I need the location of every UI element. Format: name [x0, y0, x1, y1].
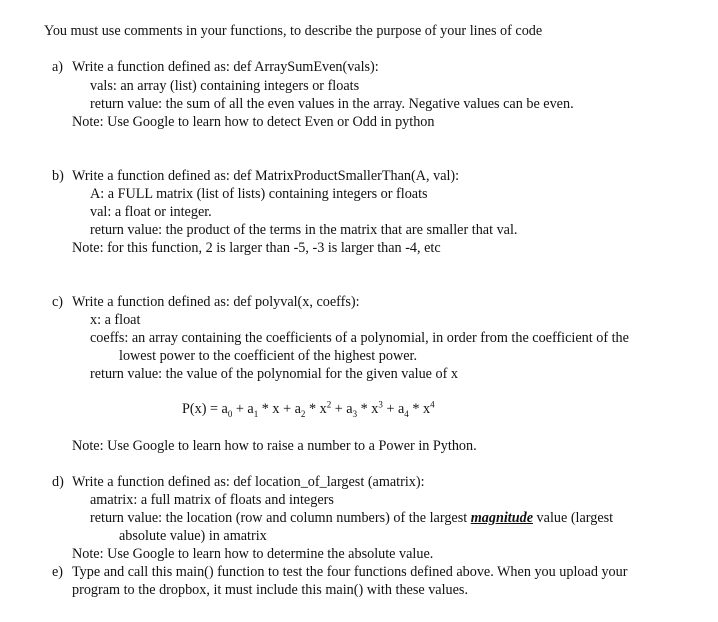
item-d-letter: d)	[52, 474, 64, 490]
item-b-line4: return value: the product of the terms in the matrix that are smaller that val.	[90, 222, 518, 238]
polynomial-equation: $P(x) = a_0 + a_1 * x + a_2 * x^2 + a_3 * x^3 + a_4 * x^4$	[182, 399, 435, 419]
item-d-line3-pre: return value: the location (row and column numbers) of the largest	[90, 510, 471, 526]
item-c-note: Note: Use Google to learn how to raise a number to a Power in Python.	[72, 438, 477, 454]
item-d-line2: amatrix: a full matrix of floats and integers	[90, 492, 334, 508]
item-d-line3	[90, 509, 613, 527]
item-d-line1: Write a function defined as: def location_of_largest (amatrix):	[72, 474, 425, 490]
item-b-line1: Write a function defined as: def MatrixProductSmallerThan(A, val):	[72, 168, 460, 184]
item-e-letter: e)	[52, 564, 64, 580]
item-b-note: Note: for this function, 2 is larger than -5, -3 is larger than -4, etc	[72, 240, 441, 256]
item-c-line3: coeffs: an array containing the coefficients of a polynomial, in order from the coefficient of the	[90, 330, 629, 346]
item-a-line1: Write a function defined as: def ArraySumEven(vals):	[72, 59, 379, 75]
item-c-line5: return value: the value of the polynomial for the given value of x	[90, 366, 458, 382]
item-a-line3: return value: the sum of all the even values in the array. Negative values can be even.	[90, 96, 574, 112]
item-a-note: Note: Use Google to learn how to detect Even or Odd in python	[72, 114, 435, 130]
item-c-line2: x: a float	[90, 312, 141, 328]
item-a-letter: a)	[52, 59, 64, 75]
item-b-line2: A: a FULL matrix (list of lists) containing integers or floats	[90, 186, 428, 202]
item-d-line4: absolute value) in amatrix	[119, 528, 267, 544]
magnitude-emphasis: magnitude	[470, 510, 533, 526]
item-c-letter: c)	[52, 294, 64, 310]
item-b-line3: val: a float or integer.	[90, 204, 212, 220]
item-d-note: Note: Use Google to learn how to determine the absolute value.	[72, 546, 434, 562]
item-c-line4: lowest power to the coefficient of the highest power.	[119, 348, 417, 364]
intro-text: You must use comments in your functions, to describe the purpose of your lines of code	[44, 23, 543, 39]
item-d-line3-post: value (largest	[533, 510, 614, 526]
item-b-letter: b)	[52, 168, 64, 184]
item-c-line1: Write a function defined as: def polyval(x, coeffs):	[72, 294, 360, 310]
item-e-line1: Type and call this main() function to test the four functions defined above. When you upload your	[72, 564, 628, 580]
item-e-line2: program to the dropbox, it must include this main() with these values.	[72, 582, 468, 598]
item-a-line2: vals: an array (list) containing integers or floats	[90, 78, 360, 94]
